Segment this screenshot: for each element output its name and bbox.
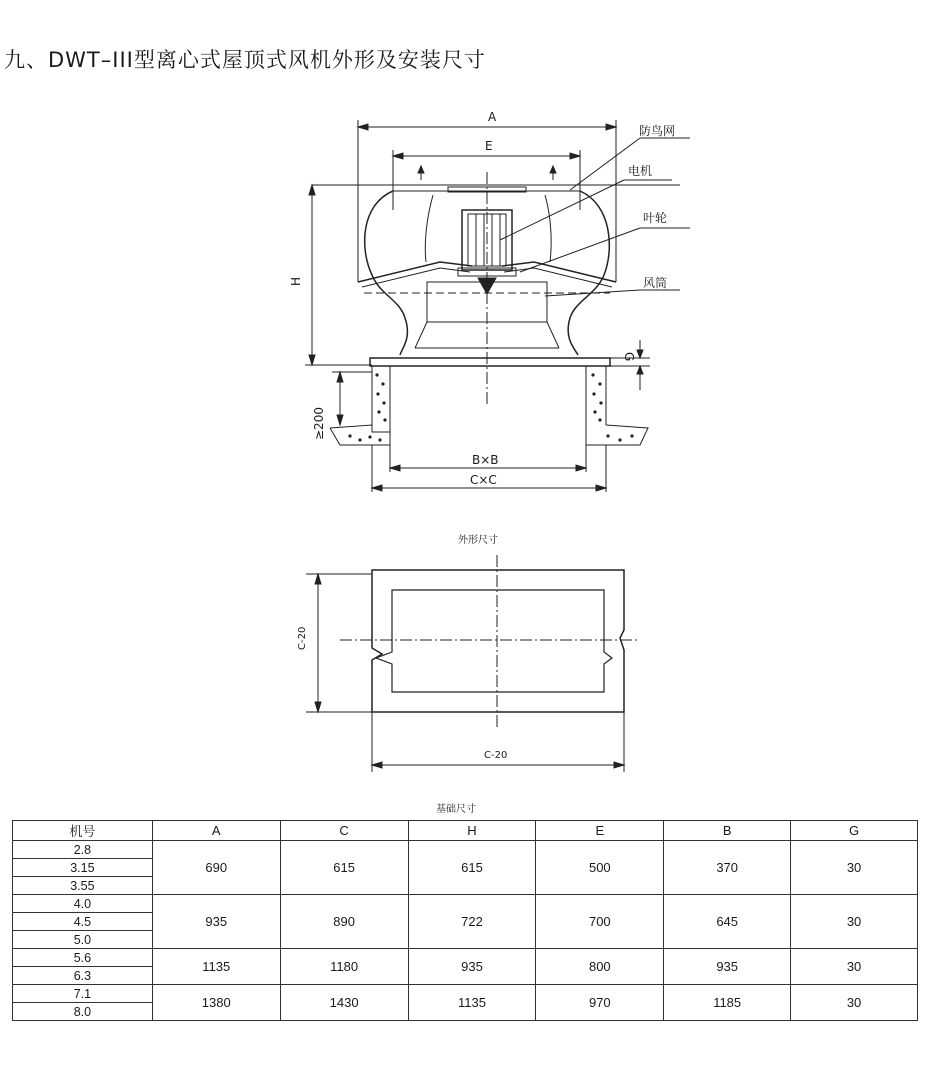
dim-bxb-label: B×B <box>472 453 499 467</box>
table-header-row <box>13 821 918 841</box>
size-cell: 4.0 <box>13 895 153 913</box>
size-cell: 7.1 <box>13 985 153 1003</box>
table-row <box>13 949 918 967</box>
foundation-plan-drawing <box>0 540 930 840</box>
value-g: 30 <box>791 985 918 1021</box>
header-e: E <box>536 821 664 841</box>
value-g: 30 <box>791 841 918 895</box>
dimension-table <box>12 820 918 1021</box>
label-impeller: 叶轮 <box>643 211 668 225</box>
size-cell: 3.15 <box>13 859 153 877</box>
value-c: 1180 <box>280 949 408 985</box>
caption-foundation: 基础尺寸 <box>436 804 476 815</box>
value-c: 615 <box>280 841 408 895</box>
label-bird-net: 防鸟网 <box>639 124 676 138</box>
size-cell: 5.0 <box>13 931 153 949</box>
value-h: 722 <box>408 895 536 949</box>
page-title: 九、DWT–III型离心式屋顶式风机外形及安装尺寸 <box>4 48 486 72</box>
value-b: 645 <box>664 895 791 949</box>
value-e: 700 <box>536 895 664 949</box>
label-motor: 电机 <box>628 164 653 178</box>
value-b: 1185 <box>664 985 791 1021</box>
value-c: 1430 <box>280 985 408 1021</box>
header-a: A <box>152 821 280 841</box>
value-h: 935 <box>408 949 536 985</box>
size-cell: 4.5 <box>13 913 153 931</box>
value-b: 370 <box>664 841 791 895</box>
value-c: 890 <box>280 895 408 949</box>
value-a: 1135 <box>152 949 280 985</box>
dim-h-label: H <box>289 276 303 286</box>
dim-200-label: ≥200 <box>312 407 326 440</box>
table-row <box>13 985 918 1003</box>
size-cell: 8.0 <box>13 1003 153 1021</box>
value-h: 1135 <box>408 985 536 1021</box>
table-row <box>13 895 918 913</box>
value-e: 800 <box>536 949 664 985</box>
plan-dim-bottom-label: C-20 <box>484 750 508 761</box>
dim-e-label: E <box>485 139 493 153</box>
table-row <box>13 841 918 859</box>
value-a: 690 <box>152 841 280 895</box>
dim-g-label: G <box>622 352 636 362</box>
plan-dim-left-label: C-20 <box>297 626 308 650</box>
size-cell: 2.8 <box>13 841 153 859</box>
label-duct: 风筒 <box>643 276 668 290</box>
header-size: 机号 <box>13 821 153 841</box>
size-cell: 5.6 <box>13 949 153 967</box>
value-e: 500 <box>536 841 664 895</box>
caption-outline: 外形尺寸 <box>458 535 498 546</box>
header-c: C <box>280 821 408 841</box>
dim-a-label: A <box>488 110 497 124</box>
value-g: 30 <box>791 949 918 985</box>
dim-cxc-label: C×C <box>470 473 497 487</box>
value-a: 935 <box>152 895 280 949</box>
header-g: G <box>791 821 918 841</box>
header-b: B <box>664 821 791 841</box>
size-cell: 6.3 <box>13 967 153 985</box>
size-cell: 3.55 <box>13 877 153 895</box>
fan-elevation-drawing <box>0 0 930 520</box>
header-h: H <box>408 821 536 841</box>
value-a: 1380 <box>152 985 280 1021</box>
value-b: 935 <box>664 949 791 985</box>
value-h: 615 <box>408 841 536 895</box>
value-g: 30 <box>791 895 918 949</box>
value-e: 970 <box>536 985 664 1021</box>
